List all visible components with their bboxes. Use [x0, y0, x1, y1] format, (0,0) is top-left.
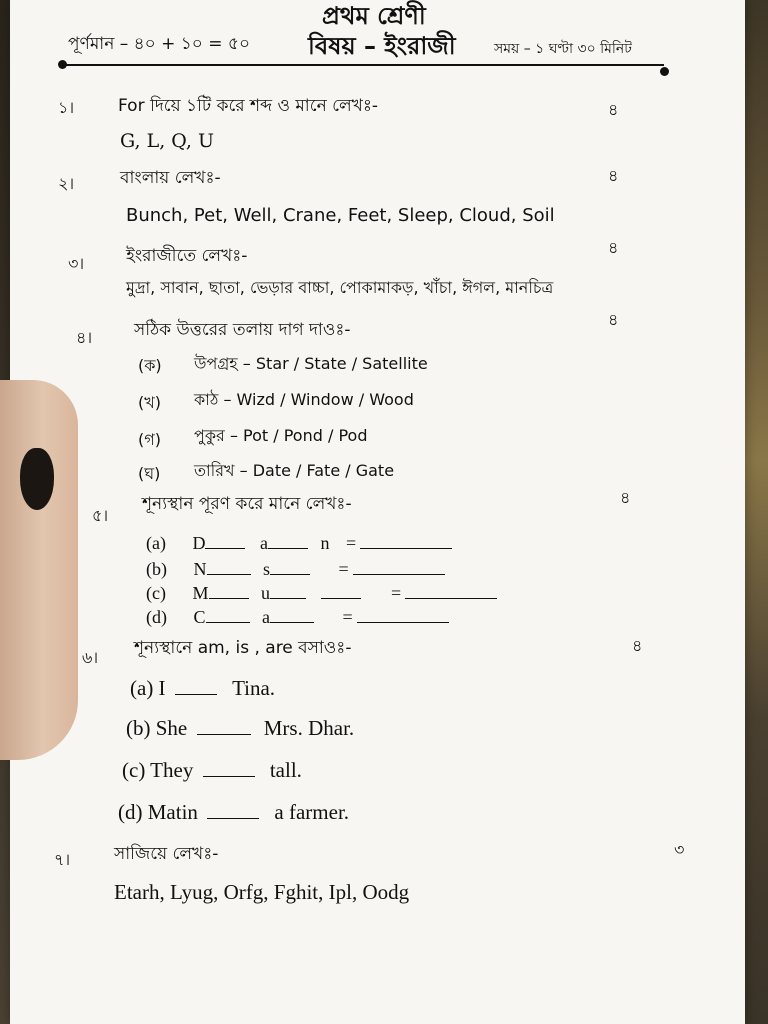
- question-4-option-label: (খ): [138, 393, 161, 412]
- question-1-text: For দিয়ে ১টি করে শব্দ ও মানে লেখঃ-: [118, 96, 379, 116]
- fill-letter: M: [192, 583, 209, 603]
- question-4-number: ৪।: [76, 328, 93, 347]
- meaning-blank: [357, 622, 449, 623]
- equals-sign: =: [342, 607, 353, 627]
- question-5-number: ৫।: [92, 506, 109, 525]
- sentence: [130, 678, 275, 699]
- fill-blank: [268, 548, 308, 549]
- question-4-option-text: পুকুর – Pot / Pond / Pod: [194, 426, 368, 445]
- fingernail: [20, 448, 54, 510]
- sentence-blank: [197, 734, 251, 735]
- question-4-text: সঠিক উত্তরের তলায় দাগ দাওঃ-: [134, 320, 351, 340]
- fill-letter: u: [261, 583, 270, 603]
- sentence-end: tall.: [269, 758, 302, 782]
- question-4-option-label: (ঘ): [138, 464, 161, 483]
- subject: বিষয় – ইংরাজী: [308, 32, 456, 60]
- question-4-option-label: (গ): [138, 430, 161, 449]
- question-5-marks: ৪: [620, 488, 631, 507]
- fill-blank: [321, 598, 361, 599]
- divider-dot-right: [660, 67, 669, 76]
- sentence-start: (b) She: [126, 716, 188, 740]
- header-divider: [66, 64, 664, 66]
- sentence-start: (a) I: [130, 676, 166, 700]
- fill-row: [146, 584, 497, 602]
- fill-row: [146, 560, 445, 578]
- question-7-marks: ৩: [674, 840, 685, 859]
- question-1-items: G, L, Q, U: [120, 130, 214, 152]
- question-2-text: বাংলায় লেখঃ-: [120, 168, 221, 188]
- question-2-items: Bunch, Pet, Well, Crane, Feet, Sleep, Cloud, Soil: [126, 205, 555, 226]
- fill-row: [146, 608, 449, 626]
- fill-blank: [206, 622, 250, 623]
- meaning-blank: [360, 548, 452, 549]
- question-4-option-text: তারিখ – Date / Fate / Gate: [194, 461, 395, 480]
- sentence-end: a farmer.: [274, 800, 350, 824]
- fill-letter: s: [263, 559, 271, 579]
- question-2-marks: ৪: [608, 166, 619, 185]
- meaning-blank: [353, 574, 445, 575]
- sentence-start: (c) They: [122, 758, 194, 782]
- sentence: [122, 760, 302, 781]
- fill-letter: a: [259, 533, 268, 553]
- fill-letter: N: [193, 559, 207, 579]
- question-7-number: ৭।: [54, 850, 71, 869]
- sentence: [126, 718, 354, 739]
- question-1-number: ১।: [58, 98, 75, 117]
- fill-letter: D: [192, 533, 206, 553]
- equals-sign: =: [338, 559, 349, 579]
- fill-blank: [270, 622, 314, 623]
- fill-row-label: (d): [146, 607, 167, 627]
- fill-row-label: (a): [146, 533, 166, 553]
- fill-blank: [207, 574, 251, 575]
- question-3-number: ৩।: [68, 254, 85, 273]
- question-5-text: শূন্যস্থান পূরণ করে মানে লেখঃ-: [142, 494, 352, 514]
- exam-time: সময় – ১ ঘণ্টা ৩০ মিনিট: [494, 41, 632, 57]
- sentence-blank: [203, 776, 255, 777]
- question-2-number: ২।: [58, 174, 75, 193]
- sentence-end: Mrs. Dhar.: [263, 716, 355, 740]
- full-marks: পূর্ণমান – ৪০ + ১০ = ৫০: [68, 34, 251, 54]
- sentence-blank: [207, 818, 259, 819]
- fill-blank: [270, 574, 310, 575]
- fill-row-label: (b): [146, 559, 167, 579]
- question-3-text: ইংরাজীতে লেখঃ-: [126, 246, 248, 266]
- question-1-marks: ৪: [608, 100, 619, 119]
- exam-paper: [10, 0, 745, 1024]
- fill-blank: [270, 598, 306, 599]
- fill-row: [146, 534, 452, 552]
- equals-sign: =: [391, 583, 402, 603]
- fill-blank: [205, 548, 245, 549]
- question-4-option-text: উপগ্রহ – Star / State / Satellite: [194, 354, 428, 373]
- question-7-items: Etarh, Lyug, Orfg, Fghit, Ipl, Oodg: [114, 880, 410, 904]
- question-7-text: সাজিয়ে লেখঃ-: [114, 844, 219, 864]
- fill-letter: C: [193, 607, 206, 627]
- fill-letter: a: [262, 607, 271, 627]
- exam-class-title: প্রথম শ্রেণী: [322, 2, 426, 30]
- fill-blank: [209, 598, 249, 599]
- fill-row-label: (c): [146, 583, 166, 603]
- sentence-blank: [175, 694, 217, 695]
- sentence: [118, 802, 349, 823]
- question-4-option-text: কাঠ – Wizd / Window / Wood: [194, 390, 414, 409]
- question-4-option-label: (ক): [138, 356, 162, 375]
- sentence-end: Tina.: [232, 676, 276, 700]
- question-6-number: ৬।: [82, 648, 99, 667]
- question-4-marks: ৪: [608, 310, 619, 329]
- divider-dot-left: [58, 60, 67, 69]
- question-6-marks: ৪: [632, 636, 643, 655]
- equals-sign: =: [345, 533, 357, 553]
- question-6-text: শূন্যস্থানে am, is , are বসাওঃ-: [134, 638, 352, 658]
- question-3-marks: ৪: [608, 238, 619, 257]
- question-3-items: মুদ্রা, সাবান, ছাতা, ভেড়ার বাচ্চা, পোকামাকড়, খাঁচা, ঈগল, মানচিত্র: [126, 278, 554, 297]
- meaning-blank: [405, 598, 497, 599]
- finger: [0, 380, 78, 760]
- fill-letter: n: [320, 533, 330, 553]
- sentence-start: (d) Matin: [118, 800, 198, 824]
